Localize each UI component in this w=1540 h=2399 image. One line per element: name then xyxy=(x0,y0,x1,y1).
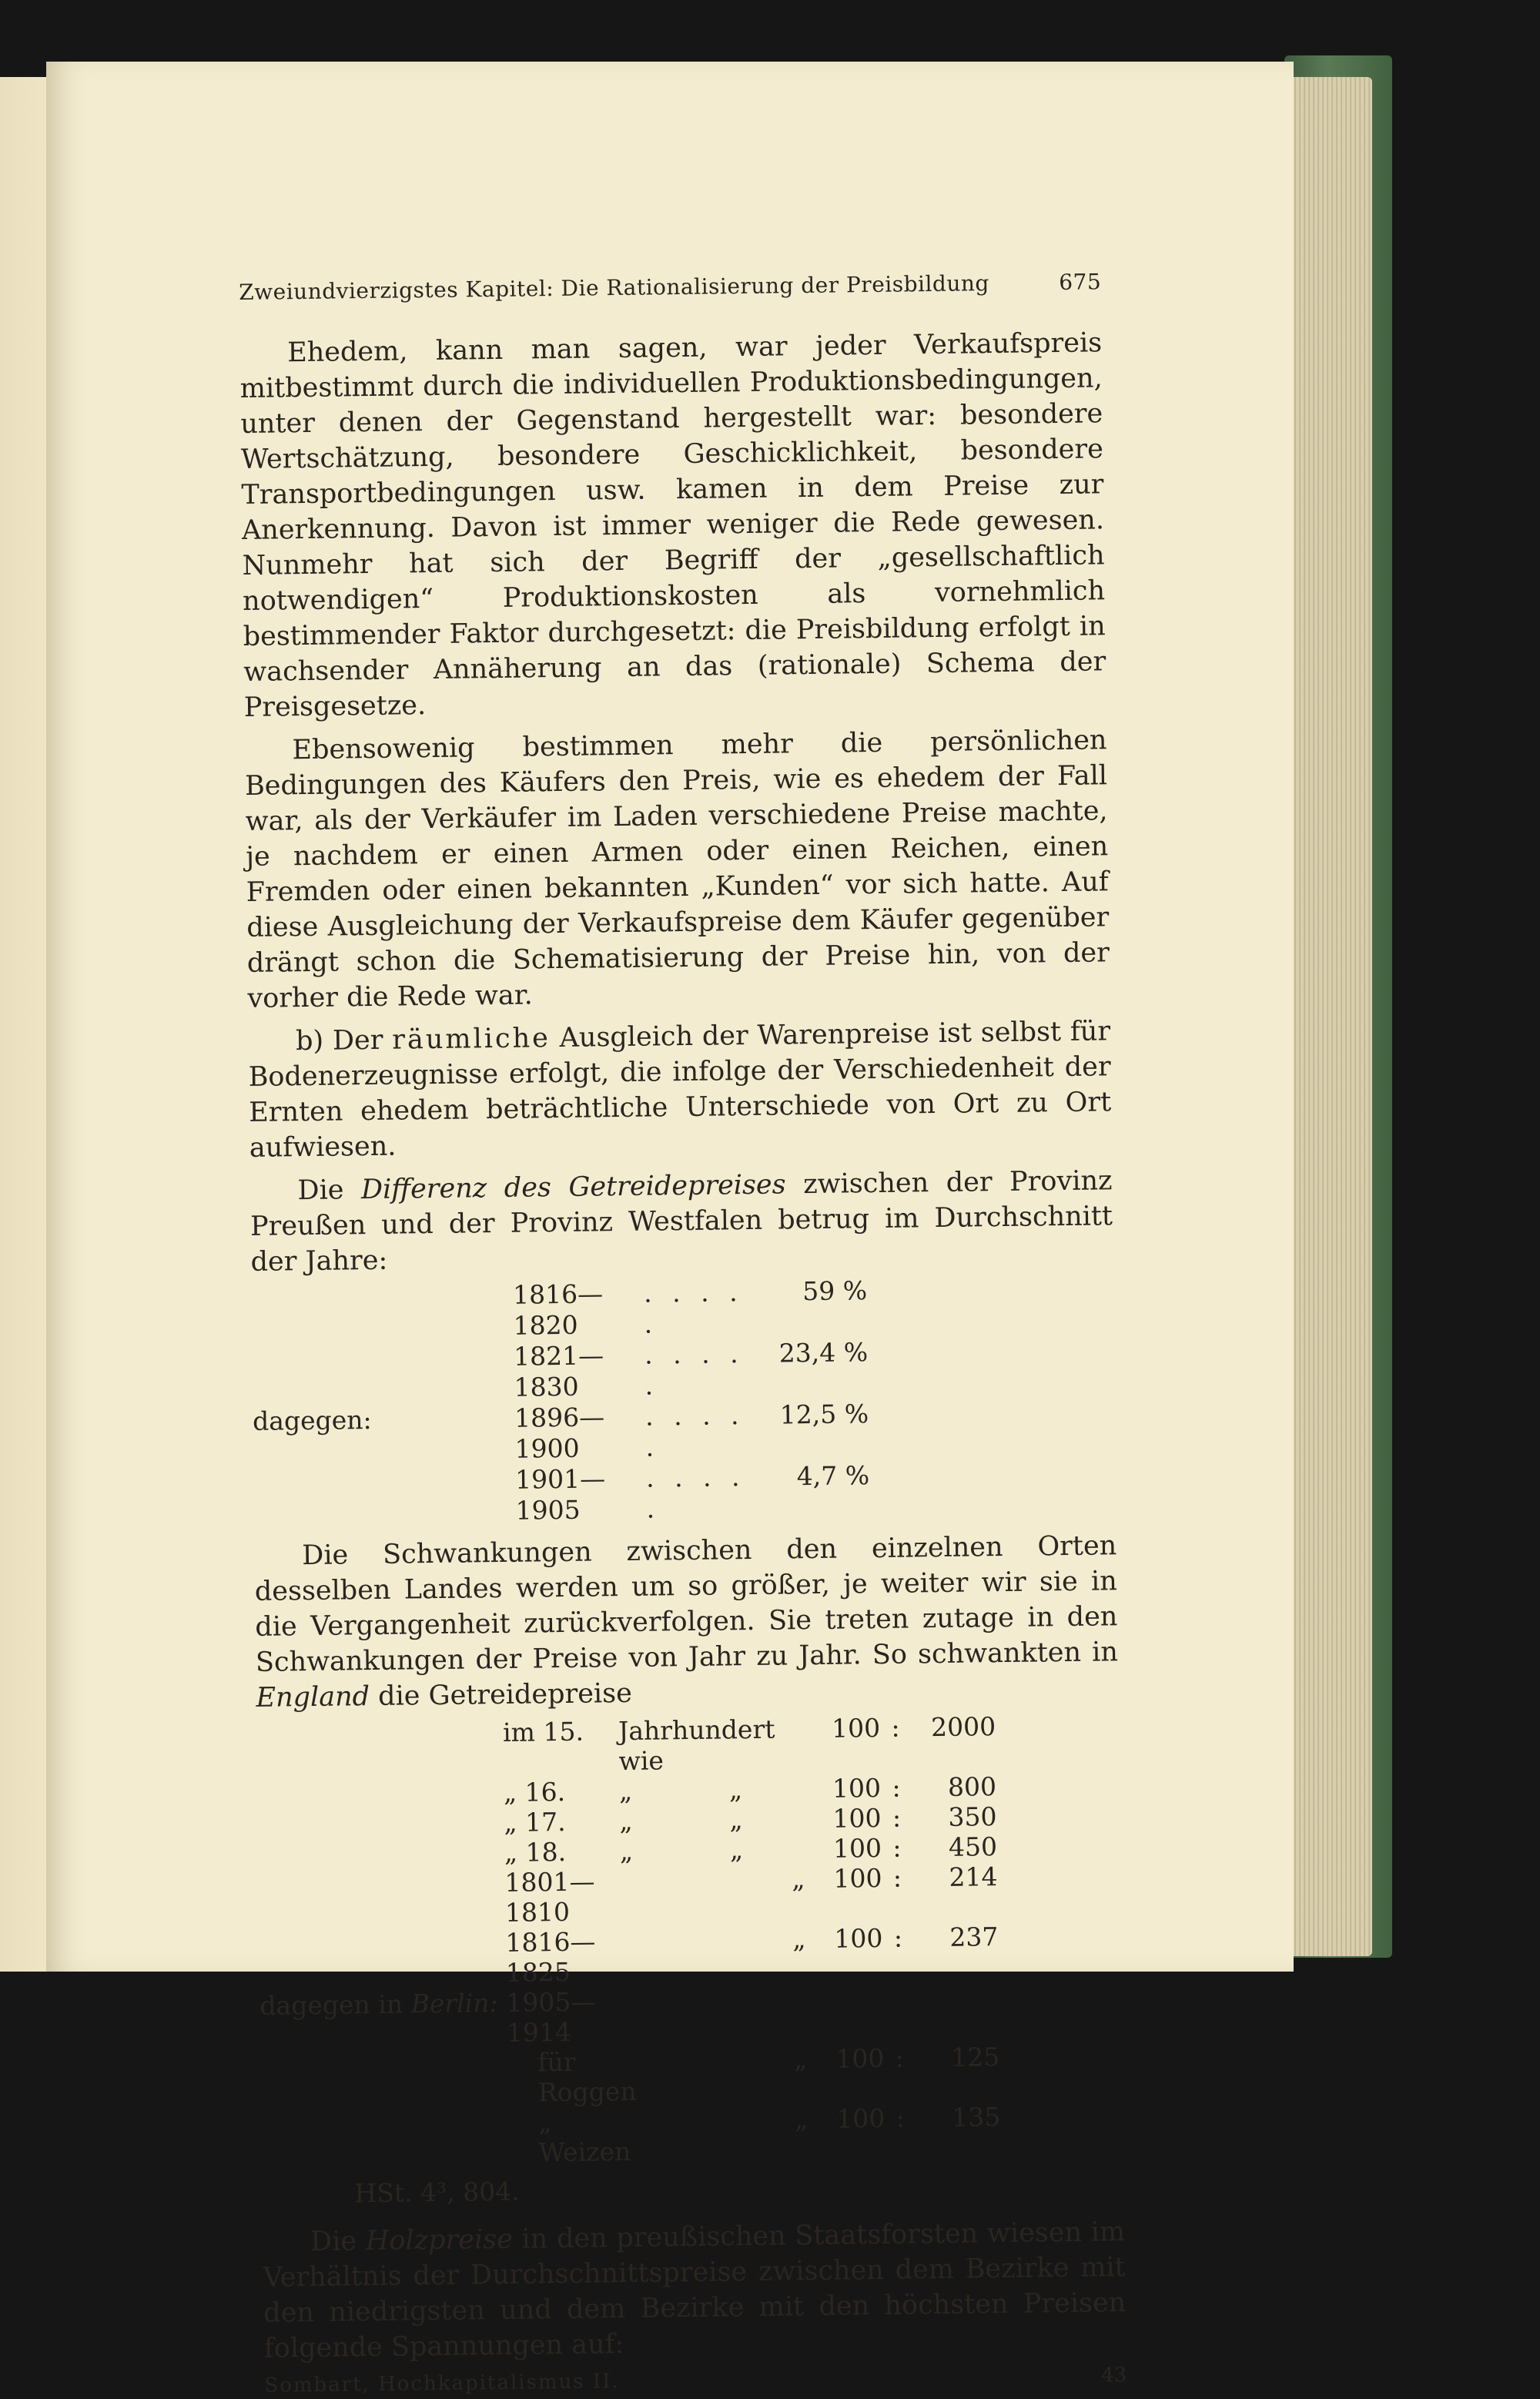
row-period: für Roggen xyxy=(537,2046,637,2108)
table-row xyxy=(259,1920,1122,1991)
paragraph-4 xyxy=(249,1163,1113,1280)
grain-price-fluctuation-table xyxy=(256,1710,1124,2171)
row-label xyxy=(256,1717,504,1781)
row-sep: : xyxy=(895,2042,905,2073)
row-desc xyxy=(621,1984,807,2046)
footer-signature: Sombart, Hochkapitalismus II. xyxy=(264,2370,620,2397)
paragraph-4-italic: Differenz des Getreidepreises xyxy=(360,1169,786,1206)
row-label xyxy=(252,1342,514,1406)
row-period: „ 18. xyxy=(504,1836,567,1868)
row-period: 1816—1820 xyxy=(512,1278,604,1341)
row-label xyxy=(258,1868,505,1931)
row-desc: „ xyxy=(792,1924,806,1955)
row-value-a: 100 xyxy=(835,2042,885,2074)
row-label xyxy=(258,1838,504,1871)
row-label xyxy=(259,1928,506,1991)
row-desc: „ xyxy=(792,1864,805,1895)
table-row xyxy=(261,2100,1124,2171)
row-value: 12,5 % xyxy=(779,1399,869,1430)
row-label xyxy=(251,1280,514,1345)
source-citation: HSt. 4³, 804. xyxy=(354,2176,520,2209)
row-value-a xyxy=(806,1983,884,2044)
row-value-b: 125 xyxy=(951,2042,1000,2072)
table-row xyxy=(259,1980,1123,2051)
paragraph-5-rest: die Getreidepreise xyxy=(369,1677,633,1713)
row-value-b: 237 xyxy=(949,1922,999,1952)
row-value-b: 2000 xyxy=(930,1711,996,1743)
row-label xyxy=(257,1777,504,1811)
row-value-b: 135 xyxy=(952,2102,1001,2133)
row-period: 1801—1810 xyxy=(504,1866,595,1928)
row-dots: . . . . . xyxy=(645,1462,746,1524)
row-dots: . . . . . xyxy=(643,1277,744,1339)
table-row xyxy=(258,1860,1121,1931)
row-sep: : xyxy=(892,1772,901,1803)
page-edges xyxy=(1287,77,1372,1956)
row-label xyxy=(253,1465,516,1530)
row-dots: . . . . . xyxy=(644,1400,745,1463)
row-desc: „ xyxy=(793,2044,808,2075)
row-period: 1821—1830 xyxy=(513,1340,604,1402)
row-label xyxy=(260,2048,507,2111)
paragraph-3-emphasis: räumliche xyxy=(392,1023,551,1056)
paragraph-6-italic: Holzpreise xyxy=(365,2223,514,2257)
row-sep xyxy=(883,1982,915,2042)
running-head xyxy=(239,266,1101,308)
row-value: 4,7 % xyxy=(796,1460,870,1492)
row-sep: : xyxy=(892,1862,902,1893)
table-row xyxy=(253,1396,1116,1468)
row-desc: „ „ xyxy=(619,1834,744,1867)
row-period: „ 17. xyxy=(504,1806,566,1838)
row-value-b: 450 xyxy=(948,1831,998,1862)
row-value-a: 100 xyxy=(832,1832,882,1864)
row-label xyxy=(257,1808,504,1841)
paragraph-6-prefix: Die xyxy=(310,2226,367,2258)
row-period: 1901—1905 xyxy=(514,1463,606,1526)
row-value-a: 100 xyxy=(831,1712,881,1744)
price-difference-table xyxy=(251,1272,1116,1530)
paragraph-2: Ebensowenig bestimmen mehr die persönlichen Bedingungen des Käufers den Preis, wie es ehedem der Fall war, als der Verkäufer im Laden verschiedene Preise machte, je nachdem er einen Armen oder einen Reichen, einen Fremden oder einen bekannten „Kunden“ vor sich hatte. Auf diese Ausgleichung der Verkaufspreise dem Käufer gegenüber drängt schon die Schematisierung der Preise hin, von der vorher die Rede war. xyxy=(244,725,1110,1014)
row-sep: : xyxy=(892,1802,902,1833)
row-value: 23,4 % xyxy=(778,1337,869,1369)
row-desc: „ „ xyxy=(618,1774,743,1807)
table-row xyxy=(252,1334,1115,1406)
book-page xyxy=(46,62,1294,2397)
paragraph-6 xyxy=(263,2214,1127,2367)
row-period: 1816—1825 xyxy=(505,1926,596,1988)
row-desc: „ „ xyxy=(619,1804,743,1837)
table-row xyxy=(253,1457,1116,1530)
row-desc: „ xyxy=(794,2104,808,2135)
table-row xyxy=(256,1710,1120,1781)
row-value-a: 100 xyxy=(832,1772,882,1804)
row-value-a: 100 xyxy=(836,2102,886,2134)
row-sep: : xyxy=(892,1832,902,1863)
row-value-a: 100 xyxy=(833,1862,882,1894)
row-label: dagegen in Berlin: xyxy=(259,1988,498,2021)
page-number: 675 xyxy=(1059,269,1102,295)
row-sep: : xyxy=(896,2102,906,2133)
row-period: „ Weizen xyxy=(538,2107,631,2168)
row-value-a: 100 xyxy=(832,1802,882,1834)
table-row xyxy=(260,2040,1123,2111)
row-value: 59 % xyxy=(802,1275,868,1307)
row-label xyxy=(261,2108,508,2171)
paragraph-5 xyxy=(254,1528,1119,1716)
paragraph-6-text: in den preußischen Staatsforsten wiesen im Verhältnis der Durchschnittspreise zwischen dem Bezirke mit den niedrigsten und dem Bezirke mit den höchsten Preisen folgende Spannungen auf: xyxy=(263,2216,1127,2364)
row-label: dagegen: xyxy=(252,1405,372,1436)
row-period: 1896—1900 xyxy=(514,1402,605,1464)
table-row xyxy=(251,1272,1114,1345)
paragraph-5-text: Die Schwankungen zwischen den einzelnen Orten desselben Landes werden um so größer, je weiter wir sie in die Vergangenheit zurückverfolgen. Sie treten zutage in den Schwankungen der Preise von Jahr zu Jahr. So schwankten in xyxy=(254,1530,1119,1678)
paragraph-3-prefix: b) Der xyxy=(295,1024,393,1057)
paragraph-5-italic: England xyxy=(256,1681,370,1714)
berlin-italic: Berlin: xyxy=(410,1988,498,2019)
paragraph-1: Ehedem, kann man sagen, war jeder Verkaufspreis mitbestimmt durch die individuellen Produktionsbedingungen, unter denen der Gegenstand hergestellt war: besondere Wertschätzung, besondere Geschicklichkeit, besondere Transportbedingungen usw. kamen in dem Preise zur Anerkennung. Davon ist immer weniger die Rede gewesen. Nunmehr hat sich der Begriff der „gesellschaftlich notwendigen“ Produktionskosten als vornehmlich bestimmender Faktor durchgesetzt: die Preisbildung erfolgt in wachsender Annäherung an das (rationale) Schema der Preisgesetze. xyxy=(239,327,1106,723)
paragraph-3-text: Ausgleich der Warenpreise ist selbst für Bodenerzeugnisse erfolgt, die infolge der Verschiedenheit der Ernten ehedem beträchtliche Unterschiede von Ort zu Ort aufwiesen. xyxy=(248,1016,1112,1164)
row-value-b: 350 xyxy=(948,1801,997,1832)
row-desc: Jahrhundert wie xyxy=(618,1714,775,1777)
paragraph-3 xyxy=(248,1014,1112,1166)
row-value-b: 214 xyxy=(949,1861,998,1892)
paragraph-4-prefix: Die xyxy=(297,1174,362,1207)
row-period: 1905—1914 xyxy=(506,1986,597,2048)
row-dots: . . . . . xyxy=(644,1339,745,1401)
page-footer xyxy=(264,2362,1127,2399)
page-content xyxy=(239,266,1127,2398)
row-value-b: 800 xyxy=(947,1771,997,1802)
paragraph-4-text: zwischen der Provinz Preußen und der Provinz Westfalen betrug im Durchschnitt der Jahre: xyxy=(249,1165,1113,1278)
chapter-title: Zweiundvierzigstes Kapitel: Die Rationalisierung der Preisbildung xyxy=(239,270,990,305)
row-period: „ 16. xyxy=(503,1776,566,1808)
row-value-a: 100 xyxy=(834,1922,883,1954)
sheet-number: 43 xyxy=(1101,2364,1127,2387)
row-sep: : xyxy=(891,1712,900,1743)
row-sep: : xyxy=(893,1922,903,1953)
row-period: im 15. xyxy=(502,1716,584,1747)
